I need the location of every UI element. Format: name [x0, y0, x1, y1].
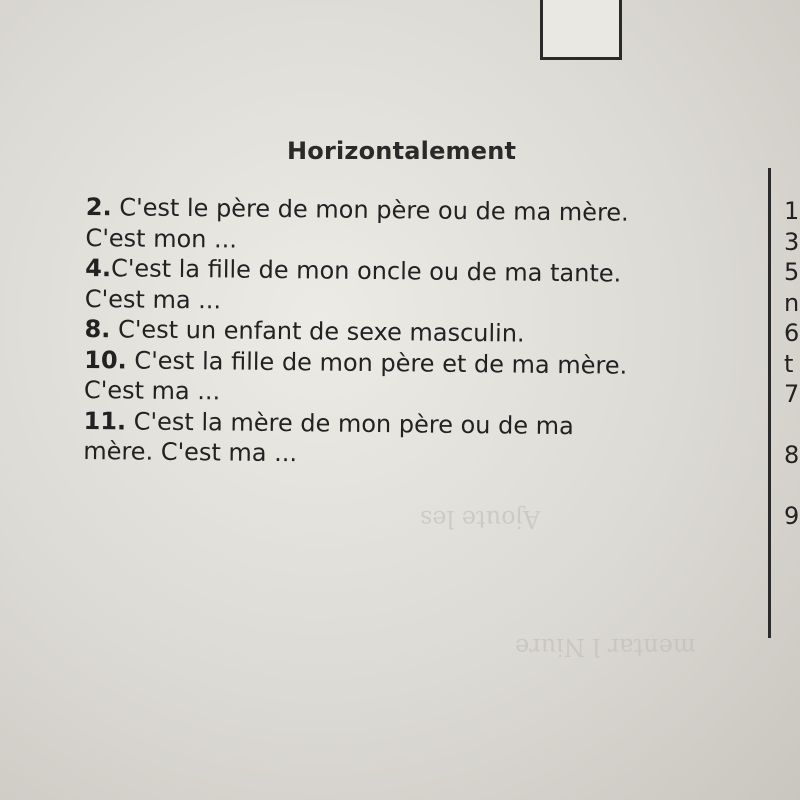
clue-number: 11.	[83, 406, 127, 435]
clue-number: 8.	[84, 314, 111, 344]
clue-text: C'est le père de mon père ou de ma mère.	[119, 193, 629, 227]
clue-list	[83, 192, 766, 474]
clue-text: C'est la fille de mon oncle ou de ma tante.	[110, 254, 622, 288]
clue-number: 10.	[84, 345, 127, 374]
clue-item	[85, 192, 766, 260]
fragment: 6	[784, 319, 800, 347]
clue-text: C'est mon ...	[85, 223, 238, 254]
clue-text: C'est ma ...	[83, 375, 221, 406]
right-column-fragments	[784, 196, 799, 532]
column-divider	[768, 168, 771, 638]
fragment: 5	[784, 258, 800, 286]
fragment: n	[784, 288, 800, 317]
clue-item	[84, 344, 765, 412]
clue-item	[85, 253, 766, 321]
bleed-through-text: mentar l Niure	[515, 633, 696, 661]
clue-number: 2.	[85, 192, 112, 222]
bleed-through-text: Ajoute les	[420, 505, 541, 533]
clue-number: 4.	[85, 253, 112, 283]
clue-text: C'est la fille de mon père et de ma mère.	[134, 346, 628, 380]
clue-text: mère. C'est ma ...	[83, 436, 298, 468]
fragment: 7	[784, 380, 800, 408]
clue-text: C'est un enfant de sexe masculin.	[117, 315, 525, 348]
clue-text: C'est la mère de mon père ou de ma	[133, 407, 574, 440]
clue-item	[83, 405, 764, 473]
clue-text: C'est ma ...	[84, 284, 222, 314]
fragment	[784, 471, 799, 502]
section-heading: Horizontalement	[287, 137, 517, 165]
fragment: 8	[784, 441, 800, 469]
fragment: 1	[784, 197, 800, 225]
crossword-cell	[540, 0, 622, 60]
fragment: 3	[784, 227, 800, 256]
fragment: t	[784, 349, 794, 378]
fragment: 9	[784, 502, 800, 530]
fragment	[784, 410, 799, 441]
